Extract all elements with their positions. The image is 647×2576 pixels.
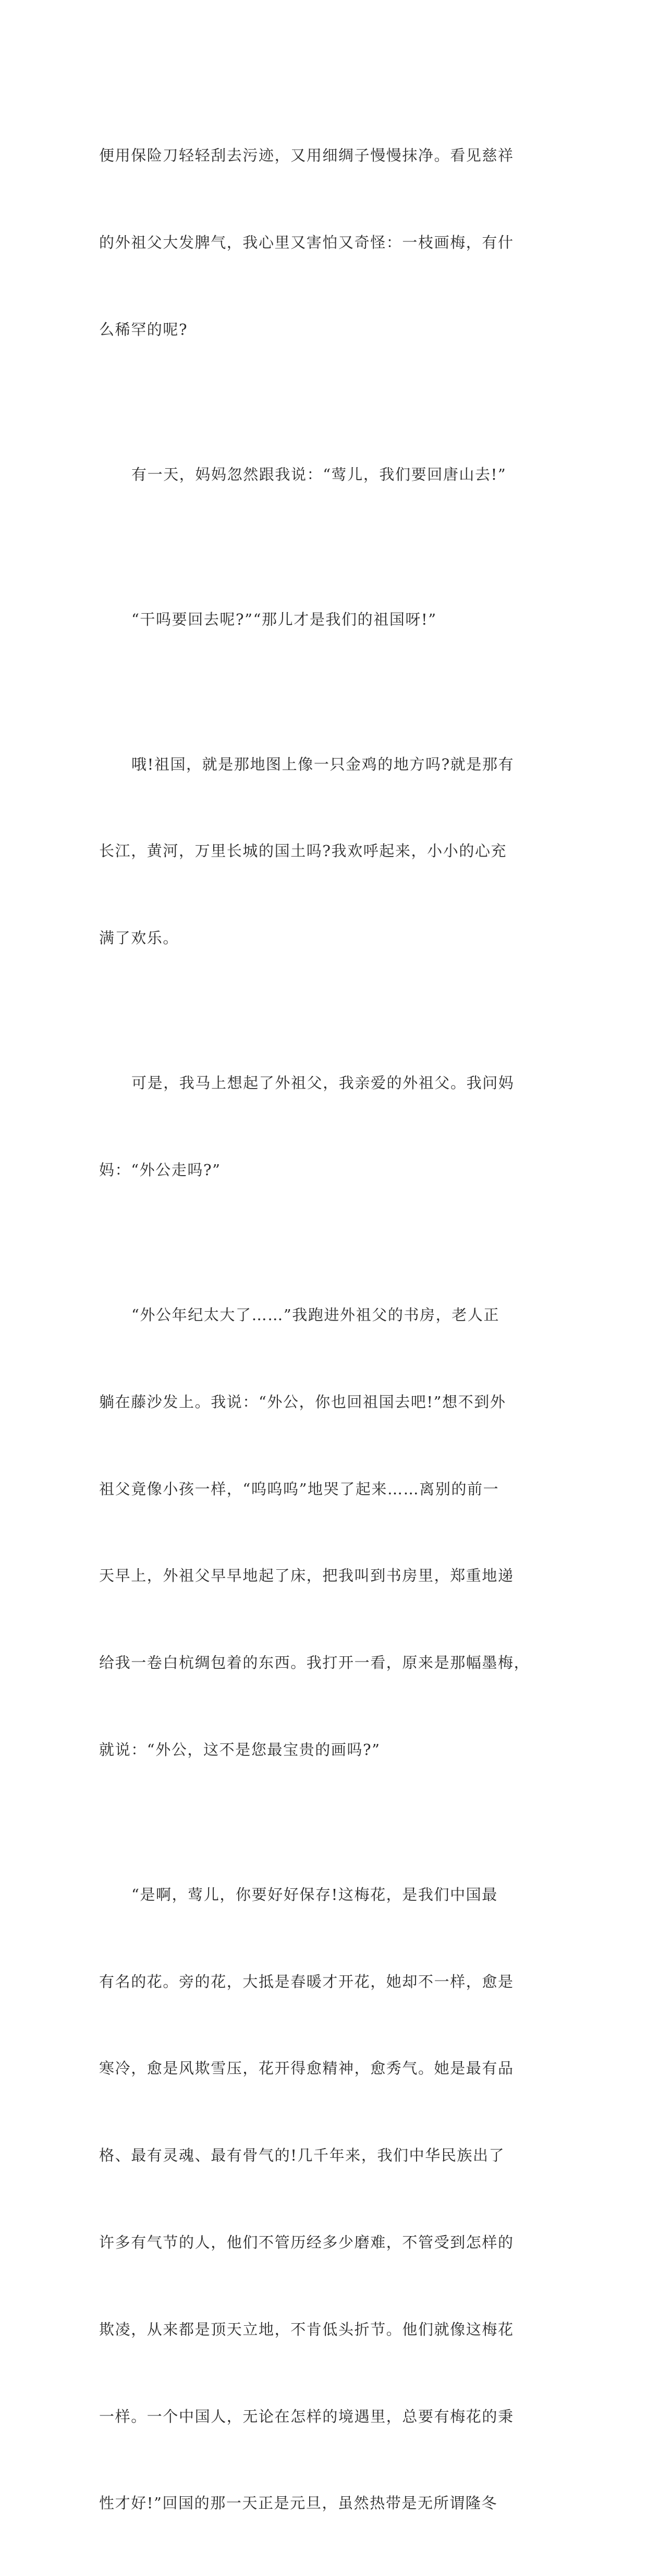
text-line: 有一天，妈妈忽然跟我说：“莺儿，我们要回唐山去!” (131, 465, 507, 483)
text-line: 就说：“外公，这不是您最宝贵的画吗?” (99, 1740, 381, 1759)
text-line: 躺在藤沙发上。我说：“外公，你也回祖国去吧!”想不到外 (99, 1393, 506, 1411)
text-line: “干吗要回去呢?”“那儿才是我们的祖国呀!” (131, 610, 437, 628)
text-line: 满了欢乐。 (99, 929, 179, 947)
text-line: 格、最有灵魂、最有骨气的!几千年来，我们中华民族出了 (99, 2146, 505, 2165)
text-line: 天早上，外祖父早早地起了床，把我叫到书房里，郑重地递 (99, 1567, 514, 1585)
text-line: “是啊，莺儿，你要好好保存!这梅花，是我们中国最 (131, 1885, 498, 1903)
paragraph-4 (99, 692, 568, 1011)
paragraph-3 (99, 547, 568, 692)
document-body (99, 83, 568, 2576)
text-line: 的外祖父大发脾气，我心里又害怕又奇怪：一枝画梅，有什 (99, 233, 514, 251)
text-line: 么稀罕的呢? (99, 320, 188, 338)
text-line: 欺凌，从来都是顶天立地，不肯低头折节。他们就像这梅花 (99, 2320, 514, 2338)
text-line: 便用保险刀轻轻刮去污迹，又用细绸子慢慢抹净。看见慈祥 (99, 146, 514, 165)
text-line: 可是，我马上想起了外祖父，我亲爱的外祖父。我问妈 (131, 1074, 515, 1092)
text-line: 一样。一个中国人，无论在怎样的境遇里，总要有梅花的秉 (99, 2407, 514, 2425)
text-line: 性才好!”回国的那一天正是元旦，虽然热带是无所谓隆冬 (99, 2494, 498, 2512)
text-line: 寒冷，愈是风欺雪压，花开得愈精神，愈秀气。她是最有品 (99, 2059, 514, 2078)
text-line: 哦!祖国，就是那地图上像一只金鸡的地方吗?就是那有 (131, 755, 515, 773)
text-line: 给我一卷白杭绸包着的东西。我打开一看，原来是那幅墨梅， (99, 1654, 530, 1672)
text-line: 长江，黄河，万里长城的国土吗?我欢呼起来，小小的心充 (99, 842, 507, 860)
paragraph-6 (99, 1243, 568, 1823)
paragraph-5 (99, 1011, 568, 1243)
text-line: 许多有气节的人，他们不管历经多少磨难，不管受到怎样的 (99, 2233, 514, 2251)
paragraph-2 (99, 402, 568, 547)
text-line: 有名的花。旁的花，大抵是春暖才开花，她却不一样，愈是 (99, 1972, 514, 1991)
text-line: 妈：“外公走吗?” (99, 1161, 221, 1179)
paragraph-7 (99, 1823, 568, 2576)
text-line: “外公年纪太大了……”我跑进外祖父的书房，老人正 (131, 1305, 500, 1324)
paragraph-1 (99, 83, 568, 402)
text-line: 祖父竟像小孩一样，“呜呜呜”地哭了起来……离别的前一 (99, 1480, 499, 1498)
